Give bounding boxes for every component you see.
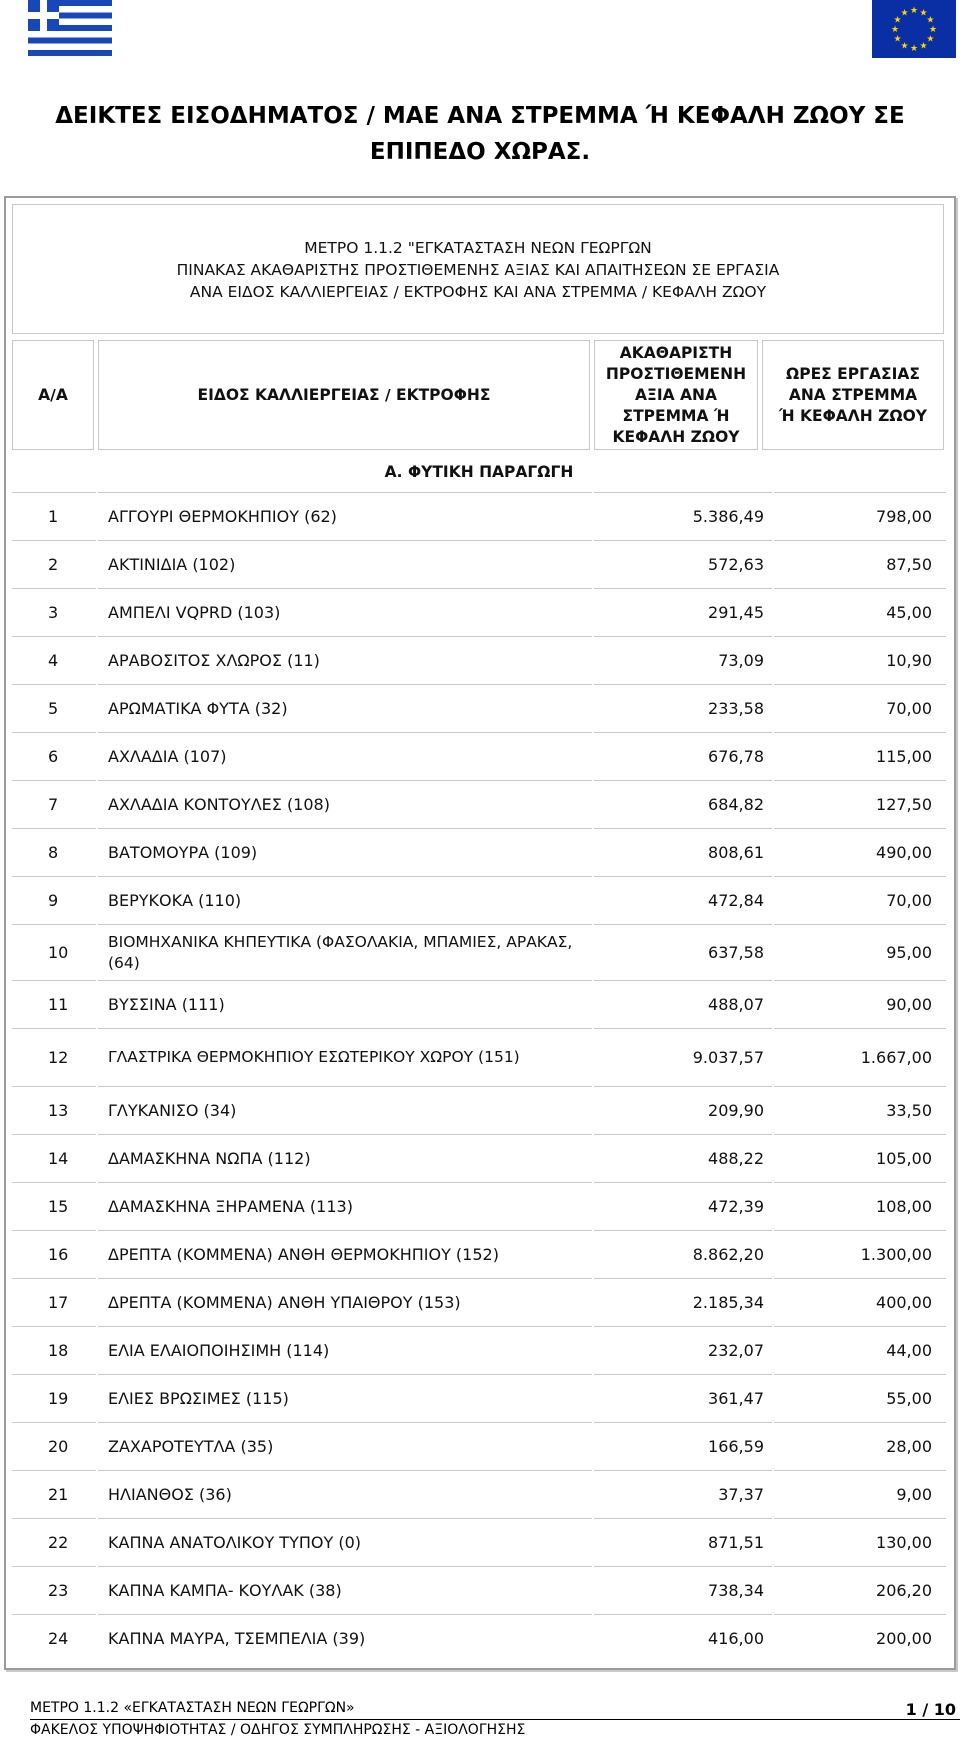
page-number: 1 / 10	[905, 1700, 956, 1719]
work-hours: 70,00	[774, 876, 946, 924]
crop-name: ΔΑΜΑΣΚΗΝΑ ΞΗΡΑΜΕΝΑ (113)	[98, 1182, 592, 1230]
work-hours: 200,00	[774, 1614, 946, 1662]
row-number: 2	[12, 540, 96, 588]
page-title: ΔΕΙΚΤΕΣ ΕΙΣΟΔΗΜΑΤΟΣ / ΜΑΕ ΑΝΑ ΣΤΡΕΜΜΑ Ή ΚΕΦΑΛΗ ΖΩΟΥ ΣΕ ΕΠΙΠΕΔΟ ΧΩΡΑΣ.	[55, 103, 905, 165]
work-hours: 115,00	[774, 732, 946, 780]
measure-line-2: ΠΙΝΑΚΑΣ ΑΚΑΘΑΡΙΣΤΗΣ ΠΡΟΣΤΙΘΕΜΕΝΗΣ ΑΞΙΑΣ ΚΑΙ ΑΠΑΙΤΗΣΕΩΝ ΣΕ ΕΡΓΑΣΙΑ	[176, 261, 780, 279]
crop-name: ΚΑΠΝΑ ΜΑΥΡΑ, ΤΣΕΜΠΕΛΙΑ (39)	[98, 1614, 592, 1662]
work-hours: 1.667,00	[774, 1028, 946, 1086]
header-hours-line: Ή ΚΕΦΑΛΗ ΖΩΟΥ	[779, 406, 927, 425]
header-value-line: ΣΤΡΕΜΜΑ Ή	[622, 406, 730, 425]
eu-flag	[872, 0, 956, 58]
table-row	[12, 980, 946, 1028]
row-number: 3	[12, 588, 96, 636]
eu-star-icon: ★	[893, 15, 902, 26]
work-hours: 33,50	[774, 1086, 946, 1134]
measure-caption	[12, 204, 944, 334]
value-added: 232,07	[594, 1326, 772, 1374]
header-aa	[12, 340, 94, 450]
crop-name: ΖΑΧΑΡΟΤΕΥΤΛΑ (35)	[98, 1422, 592, 1470]
value-added: 2.185,34	[594, 1278, 772, 1326]
header-hours-line: ΩΡΕΣ ΕΡΓΑΣΙΑΣ	[786, 364, 920, 383]
crop-name: ΑΜΠΕΛΙ VQPRD (103)	[98, 588, 592, 636]
value-added: 676,78	[594, 732, 772, 780]
eu-star-icon: ★	[919, 41, 928, 52]
crop-name: ΑΧΛΑΔΙΑ ΚΟΝΤΟΥΛΕΣ (108)	[98, 780, 592, 828]
table-row	[12, 1518, 946, 1566]
row-number: 9	[12, 876, 96, 924]
eu-flag-stars	[872, 0, 956, 58]
crop-name: ΕΛΙΑ ΕΛΑΙΟΠΟΙΗΣΙΜΗ (114)	[98, 1326, 592, 1374]
value-added: 738,34	[594, 1566, 772, 1614]
row-number: 16	[12, 1230, 96, 1278]
footer-line-1	[30, 1700, 960, 1720]
table-row	[12, 1028, 946, 1086]
table-row	[12, 636, 946, 684]
table-row	[12, 1086, 946, 1134]
value-added: 209,90	[594, 1086, 772, 1134]
footer-line-2: ΦΑΚΕΛΟΣ ΥΠΟΨΗΦΙΟΤΗΤΑΣ / ΟΔΗΓΟΣ ΣΥΜΠΛΗΡΩΣΗΣ - ΑΞΙΟΛΟΓΗΣΗΣ	[30, 1722, 526, 1738]
value-added: 488,07	[594, 980, 772, 1028]
crop-name: ΕΛΙΕΣ ΒΡΩΣΙΜΕΣ (115)	[98, 1374, 592, 1422]
work-hours: 490,00	[774, 828, 946, 876]
eu-star-icon: ★	[890, 25, 900, 35]
value-added: 808,61	[594, 828, 772, 876]
work-hours: 798,00	[774, 492, 946, 540]
table-frame	[4, 196, 956, 1670]
greek-flag-canton	[28, 0, 59, 31]
row-number: 4	[12, 636, 96, 684]
row-number: 8	[12, 828, 96, 876]
work-hours: 130,00	[774, 1518, 946, 1566]
work-hours: 44,00	[774, 1326, 946, 1374]
value-added: 637,58	[594, 924, 772, 980]
crop-name: ΚΑΠΝΑ ΑΝΑΤΟΛΙΚΟΥ ΤΥΠΟΥ (0)	[98, 1518, 592, 1566]
value-added: 472,84	[594, 876, 772, 924]
work-hours: 70,00	[774, 684, 946, 732]
table-row	[12, 1422, 946, 1470]
value-added: 472,39	[594, 1182, 772, 1230]
table-row	[12, 1230, 946, 1278]
work-hours: 90,00	[774, 980, 946, 1028]
row-number: 7	[12, 780, 96, 828]
table-row	[12, 492, 946, 540]
crop-name: ΔΡΕΠΤΑ (ΚΟΜΜΕΝΑ) ΑΝΘΗ ΘΕΡΜΟΚΗΠΙΟΥ (152)	[98, 1230, 592, 1278]
crop-name: ΗΛΙΑΝΘΟΣ (36)	[98, 1470, 592, 1518]
crop-name: ΚΑΠΝΑ ΚΑΜΠΑ- ΚΟΥΛΑΚ (38)	[98, 1566, 592, 1614]
measure-line-3: ΑΝΑ ΕΙΔΟΣ ΚΑΛΛΙΕΡΓΕΙΑΣ / ΕΚΤΡΟΦΗΣ ΚΑΙ ΑΝΑ ΣΤΡΕΜΜΑ / ΚΕΦΑΛΗ ΖΩΟΥ	[189, 283, 767, 301]
table-row	[12, 780, 946, 828]
value-added: 8.862,20	[594, 1230, 772, 1278]
row-number: 19	[12, 1374, 96, 1422]
eu-star-icon: ★	[928, 25, 938, 35]
crop-name: ΑΚΤΙΝΙΔΙΑ (102)	[98, 540, 592, 588]
header-value-line: ΠΡΟΣΤΙΘΕΜΕΝΗ	[605, 364, 747, 383]
crop-name: ΑΓΓΟΥΡΙ ΘΕΡΜΟΚΗΠΙΟΥ (62)	[98, 492, 592, 540]
work-hours: 400,00	[774, 1278, 946, 1326]
crop-name: ΑΡΩΜΑΤΙΚΑ ΦΥΤΑ (32)	[98, 684, 592, 732]
work-hours: 95,00	[774, 924, 946, 980]
table-row	[12, 1614, 946, 1662]
work-hours: 9,00	[774, 1470, 946, 1518]
footer-measure: ΜΕΤΡΟ 1.1.2 «ΕΓΚΑΤΑΣΤΑΣΗ ΝΕΩΝ ΓΕΩΡΓΩΝ»	[30, 1700, 355, 1716]
work-hours: 55,00	[774, 1374, 946, 1422]
work-hours: 127,50	[774, 780, 946, 828]
row-number: 12	[12, 1028, 96, 1086]
work-hours: 45,00	[774, 588, 946, 636]
table-row	[12, 1566, 946, 1614]
value-added: 5.386,49	[594, 492, 772, 540]
header-value	[594, 340, 758, 450]
eu-star-icon: ★	[909, 44, 919, 54]
row-number: 18	[12, 1326, 96, 1374]
crop-name: ΓΛΑΣΤΡΙΚΑ ΘΕΡΜΟΚΗΠΙΟΥ ΕΣΩΤΕΡΙΚΟΥ ΧΩΡΟΥ (151)	[98, 1028, 592, 1086]
header-value-line: ΚΕΦΑΛΗ ΖΩΟΥ	[612, 427, 740, 446]
crop-name: ΔΡΕΠΤΑ (ΚΟΜΜΕΝΑ) ΑΝΘΗ ΥΠΑΙΘΡΟΥ (153)	[98, 1278, 592, 1326]
table-row	[12, 876, 946, 924]
value-added: 9.037,57	[594, 1028, 772, 1086]
work-hours: 108,00	[774, 1182, 946, 1230]
crop-name: ΔΑΜΑΣΚΗΝΑ ΝΩΠΑ (112)	[98, 1134, 592, 1182]
work-hours: 1.300,00	[774, 1230, 946, 1278]
work-hours: 10,90	[774, 636, 946, 684]
eu-star-icon: ★	[900, 8, 909, 19]
crop-name: ΑΧΛΑΔΙΑ (107)	[98, 732, 592, 780]
crop-name: ΓΛΥΚΑΝΙΣΟ (34)	[98, 1086, 592, 1134]
section-heading: Α. ΦΥΤΙΚΗ ΠΑΡΑΓΩΓΗ	[384, 463, 574, 481]
table-row	[12, 540, 946, 588]
eu-star-icon: ★	[909, 6, 919, 16]
eu-star-icon: ★	[900, 41, 909, 52]
table-row	[12, 828, 946, 876]
header-value-line: ΑΞΙΑ ΑΝΑ	[635, 385, 717, 404]
crop-name: ΒΕΡΥΚΟΚΑ (110)	[98, 876, 592, 924]
work-hours: 87,50	[774, 540, 946, 588]
table-row	[12, 1134, 946, 1182]
value-added: 37,37	[594, 1470, 772, 1518]
table-row	[12, 732, 946, 780]
table-row	[12, 1326, 946, 1374]
eu-star-icon: ★	[919, 8, 928, 19]
value-added: 361,47	[594, 1374, 772, 1422]
table-row	[12, 1470, 946, 1518]
crop-name: ΒΑΤΟΜΟΥΡΑ (109)	[98, 828, 592, 876]
header-hours	[762, 340, 944, 450]
eu-star-icon: ★	[926, 15, 935, 26]
row-number: 22	[12, 1518, 96, 1566]
work-hours: 206,20	[774, 1566, 946, 1614]
table-row	[12, 1278, 946, 1326]
value-added: 488,22	[594, 1134, 772, 1182]
row-number: 10	[12, 924, 96, 980]
crop-name: ΒΙΟΜΗΧΑΝΙΚΑ ΚΗΠΕΥΤΙΚΑ (ΦΑΣΟΛΑΚΙΑ, ΜΠΑΜΙΕΣ, ΑΡΑΚΑΣ,(64)	[98, 924, 592, 980]
row-number: 11	[12, 980, 96, 1028]
table-row	[12, 1374, 946, 1422]
header-type-label: ΕΙΔΟΣ ΚΑΛΛΙΕΡΓΕΙΑΣ / ΕΚΤΡΟΦΗΣ	[197, 385, 491, 404]
eu-star-icon: ★	[926, 34, 935, 45]
value-added: 233,58	[594, 684, 772, 732]
row-number: 21	[12, 1470, 96, 1518]
table-row	[12, 924, 946, 980]
header-aa-label: Α/Α	[38, 385, 68, 404]
header-type	[98, 340, 590, 450]
crop-name: ΑΡΑΒΟΣΙΤΟΣ ΧΛΩΡΟΣ (11)	[98, 636, 592, 684]
value-added: 73,09	[594, 636, 772, 684]
value-added: 166,59	[594, 1422, 772, 1470]
work-hours: 28,00	[774, 1422, 946, 1470]
value-added: 572,63	[594, 540, 772, 588]
table-row	[12, 1182, 946, 1230]
header-hours-line: ΑΝΑ ΣΤΡΕΜΜΑ	[788, 385, 918, 404]
row-number: 14	[12, 1134, 96, 1182]
value-added: 684,82	[594, 780, 772, 828]
row-number: 5	[12, 684, 96, 732]
table-row	[12, 588, 946, 636]
work-hours: 105,00	[774, 1134, 946, 1182]
value-added: 291,45	[594, 588, 772, 636]
measure-line-1: ΜΕΤΡΟ 1.1.2 "ΕΓΚΑΤΑΣΤΑΣΗ ΝΕΩΝ ΓΕΩΡΓΩΝ	[304, 239, 652, 257]
row-number: 15	[12, 1182, 96, 1230]
table-row	[12, 684, 946, 732]
row-number: 23	[12, 1566, 96, 1614]
row-number: 13	[12, 1086, 96, 1134]
row-number: 1	[12, 492, 96, 540]
value-added: 871,51	[594, 1518, 772, 1566]
header-value-line: ΑΚΑΘΑΡΙΣΤΗ	[619, 343, 733, 362]
greek-flag	[28, 0, 112, 56]
row-number: 17	[12, 1278, 96, 1326]
value-added: 416,00	[594, 1614, 772, 1662]
row-number: 24	[12, 1614, 96, 1662]
row-number: 6	[12, 732, 96, 780]
eu-star-icon: ★	[893, 34, 902, 45]
row-number: 20	[12, 1422, 96, 1470]
crop-name: ΒΥΣΣΙΝΑ (111)	[98, 980, 592, 1028]
